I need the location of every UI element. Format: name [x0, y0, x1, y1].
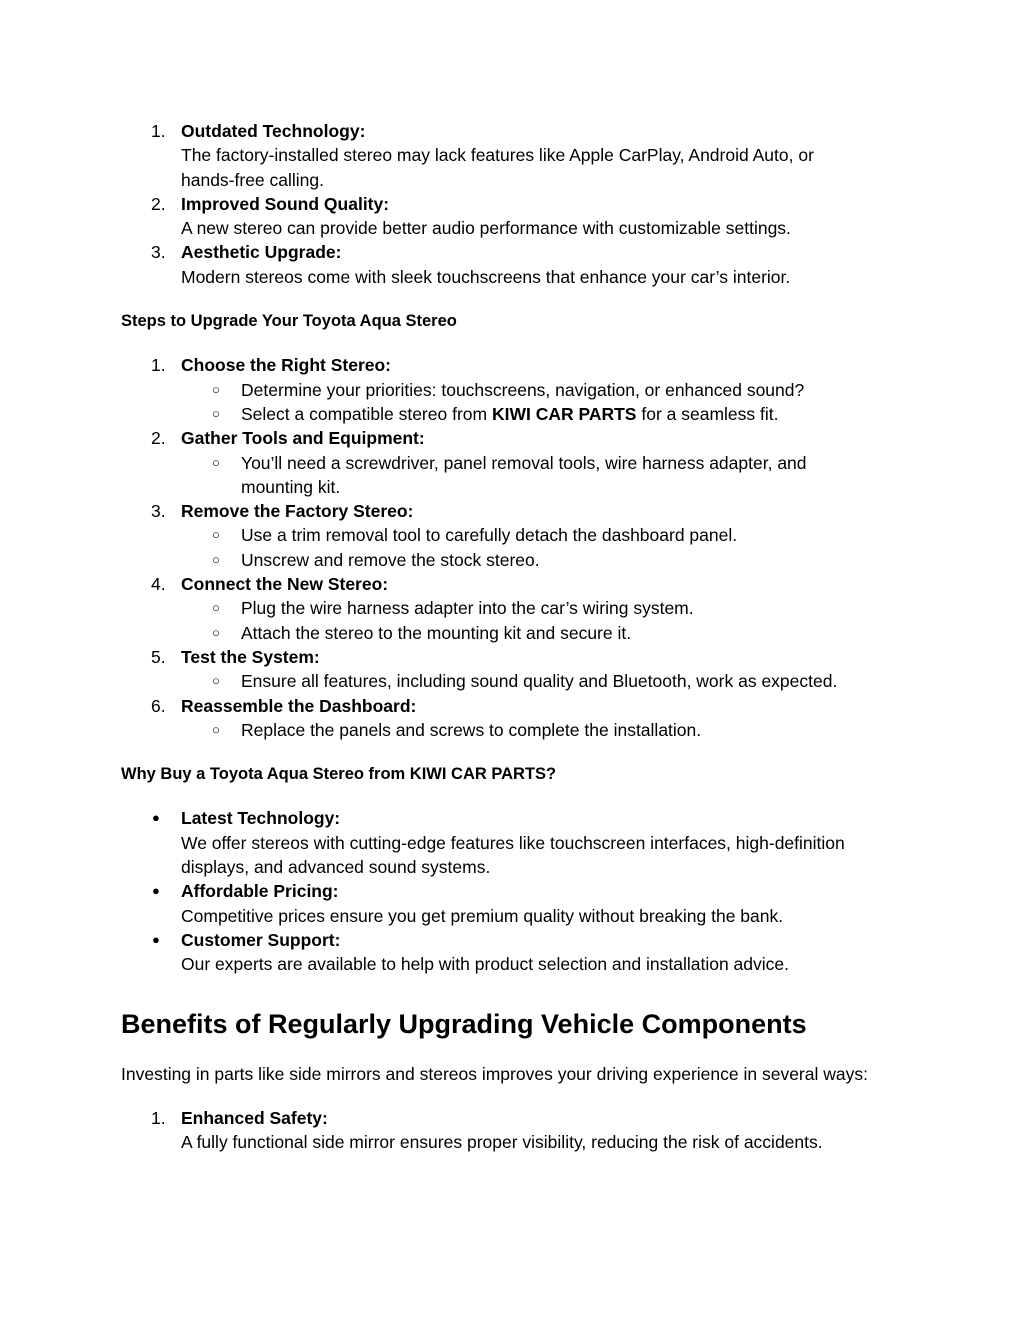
list-item [121, 192, 903, 216]
list-number: 4. [151, 574, 166, 595]
sub-item-text: Use a trim removal tool to carefully detach the dashboard panel. [241, 525, 738, 546]
sub-item-text: Plug the wire harness adapter into the car’s wiring system. [241, 598, 694, 619]
sub-item-text: Unscrew and remove the stock stereo. [241, 549, 540, 570]
sub-item-text: Attach the stereo to the mounting kit and secure it. [241, 622, 632, 643]
list-number: 1. [151, 1107, 166, 1128]
list-number: 1. [151, 121, 166, 141]
sub-item-text: mounting kit. [241, 476, 341, 497]
item-text: A fully functional side mirror ensures proper visibility, reducing the risk of accidents. [181, 1132, 823, 1153]
bullet-icon: ● [152, 931, 160, 947]
step-title: Gather Tools and Equipment: [181, 428, 425, 449]
item-text: Modern stereos come with sleek touchscreens that enhance your car’s interior. [181, 266, 791, 287]
sub-item-text: Select a compatible stereo from [241, 403, 492, 424]
circle-bullet-icon: ○ [212, 721, 220, 737]
steps-heading: Steps to Upgrade Your Toyota Aqua Stereo [121, 312, 457, 331]
circle-bullet-icon: ○ [212, 551, 220, 567]
item-title: Improved Sound Quality: [181, 193, 390, 214]
step-title: Test the System: [181, 646, 320, 667]
item-title: Latest Technology: [181, 808, 341, 829]
bullet-icon: ● [152, 810, 160, 826]
item-text: We offer stereos with cutting-edge features like touchscreen interfaces, high-definition [181, 832, 845, 853]
benefits-list [121, 1106, 903, 1155]
list-item [121, 240, 903, 264]
sub-item [121, 596, 903, 620]
sub-item [121, 451, 903, 475]
list-item [121, 645, 903, 669]
list-number: 3. [151, 242, 166, 263]
why-heading: Why Buy a Toyota Aqua Stereo from KIWI CAR PARTS? [121, 765, 557, 784]
sub-item [121, 621, 903, 645]
item-title: Affordable Pricing: [181, 881, 339, 902]
list-item [121, 928, 903, 952]
list-item [121, 879, 903, 903]
circle-bullet-icon: ○ [212, 673, 220, 689]
circle-bullet-icon: ○ [212, 381, 220, 397]
sub-item [121, 669, 903, 693]
circle-bullet-icon: ○ [212, 454, 220, 470]
list-number: 1. [151, 355, 166, 376]
list-item [121, 1106, 903, 1130]
sub-item [121, 548, 903, 572]
step-title: Choose the Right Stereo: [181, 355, 392, 376]
circle-bullet-icon: ○ [212, 600, 220, 616]
list-number: 3. [151, 501, 166, 522]
item-title: Enhanced Safety: [181, 1107, 328, 1128]
list-item [121, 694, 903, 718]
list-number: 2. [151, 428, 166, 449]
sub-item-text: Replace the panels and screws to complete the installation. [241, 719, 702, 740]
brand-name: KIWI CAR PARTS [491, 403, 637, 424]
sub-item-text: for a seamless fit. [636, 403, 779, 424]
list-item [121, 119, 903, 143]
why-list [121, 806, 903, 976]
item-title: Aesthetic Upgrade: [181, 242, 342, 263]
item-text: hands-free calling. [181, 169, 324, 190]
list-item [121, 572, 903, 596]
sub-item [121, 402, 903, 426]
item-text: Competitive prices ensure you get premium quality without breaking the bank. [181, 905, 784, 926]
section-heading: Benefits of Regularly Upgrading Vehicle Components [121, 1008, 807, 1039]
intro-paragraph: Investing in parts like side mirrors and stereos improves your driving experience in several ways: [121, 1063, 868, 1084]
step-title: Remove the Factory Stereo: [181, 501, 414, 522]
item-text: displays, and advanced sound systems. [181, 857, 491, 878]
sub-item-text: You’ll need a screwdriver, panel removal tools, wire harness adapter, and [241, 452, 807, 473]
sub-item [121, 378, 903, 402]
list-number: 2. [151, 193, 166, 214]
document-page [121, 119, 903, 1154]
step-title: Connect the New Stereo: [181, 574, 389, 595]
list-number: 6. [151, 695, 166, 716]
list-item [121, 806, 903, 830]
step-title: Reassemble the Dashboard: [181, 695, 417, 716]
item-title: Outdated Technology: [181, 121, 366, 141]
reasons-list [121, 119, 903, 289]
sub-item-text: Ensure all features, including sound quality and Bluetooth, work as expected. [241, 671, 838, 692]
list-item [121, 499, 903, 523]
list-item [121, 353, 903, 377]
circle-bullet-icon: ○ [212, 405, 220, 421]
bullet-icon: ● [152, 883, 160, 899]
circle-bullet-icon: ○ [212, 527, 220, 543]
sub-item-text: Determine your priorities: touchscreens, navigation, or enhanced sound? [241, 379, 805, 400]
item-text: Our experts are available to help with product selection and installation advice. [181, 954, 789, 975]
item-text: The factory-installed stereo may lack features like Apple CarPlay, Android Auto, or [181, 145, 814, 166]
item-title: Customer Support: [181, 929, 341, 950]
list-number: 5. [151, 646, 166, 667]
sub-item [121, 523, 903, 547]
list-item [121, 426, 903, 450]
item-text: A new stereo can provide better audio performance with customizable settings. [181, 218, 791, 239]
steps-list [121, 353, 903, 742]
circle-bullet-icon: ○ [212, 624, 220, 640]
sub-item [121, 718, 903, 742]
